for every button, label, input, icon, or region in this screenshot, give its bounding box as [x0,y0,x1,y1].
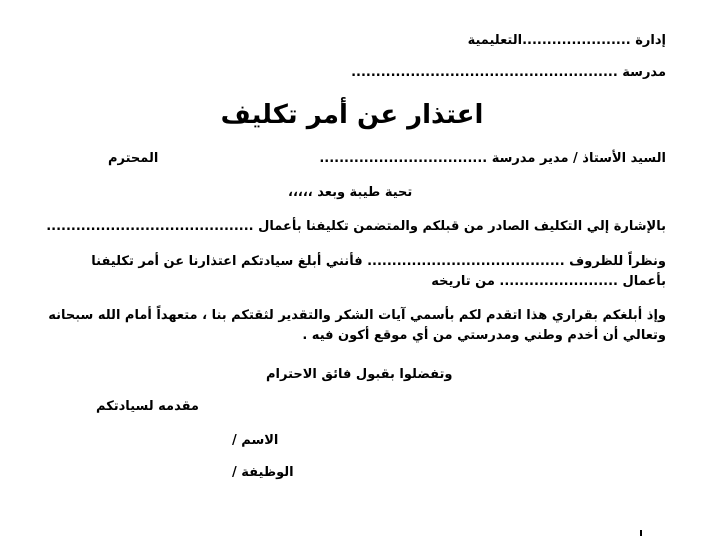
closing-line: وتفضلوا بقبول فائق الاحترام [266,367,453,382]
commitment-paragraph [26,306,666,346]
job-label: الوظيفة / [232,465,294,480]
addressee-line: السيد الأستاذ / مدير مدرسة .................................. [319,151,666,166]
circumstances-line-1: ونظراً للظروف ........................................ فأنني أبلغ سيادتكم اعتذارنا عن أمر تكليفنا [91,254,666,269]
commitment-line-2: وتعالي أن أخدم وطني ومدرستي من أي موقع أكون فيه . [302,328,666,343]
document-title: اعتذار عن أمر تكليف [220,100,484,130]
page-corner-mark [640,530,642,536]
name-label: الاسم / [232,433,279,448]
school-line: مدرسة ...................................................... [351,65,666,80]
circumstances-line-2: بأعمال ........................ من تاريخه [431,274,666,289]
commitment-line-1: وإذ أبلغكم بقراري هذا اتقدم لكم بأسمي آيات الشكر والتقدير لثقتكم بنا ، متعهداً أمام الله سبحانه [48,308,666,323]
reference-line: بالإشارة إلي التكليف الصادر من قبلكم والمتضمن تكليفنا بأعمال .......................................... [46,219,666,234]
submitted-by-line: مقدمه لسيادتكم [96,399,199,414]
administration-line: إدارة ......................التعليمية [467,33,666,48]
circumstances-paragraph [26,252,666,292]
addressee-honorific: المحترم [108,151,159,166]
greeting-line: تحية طيبة وبعد ،،،،، [288,185,413,200]
